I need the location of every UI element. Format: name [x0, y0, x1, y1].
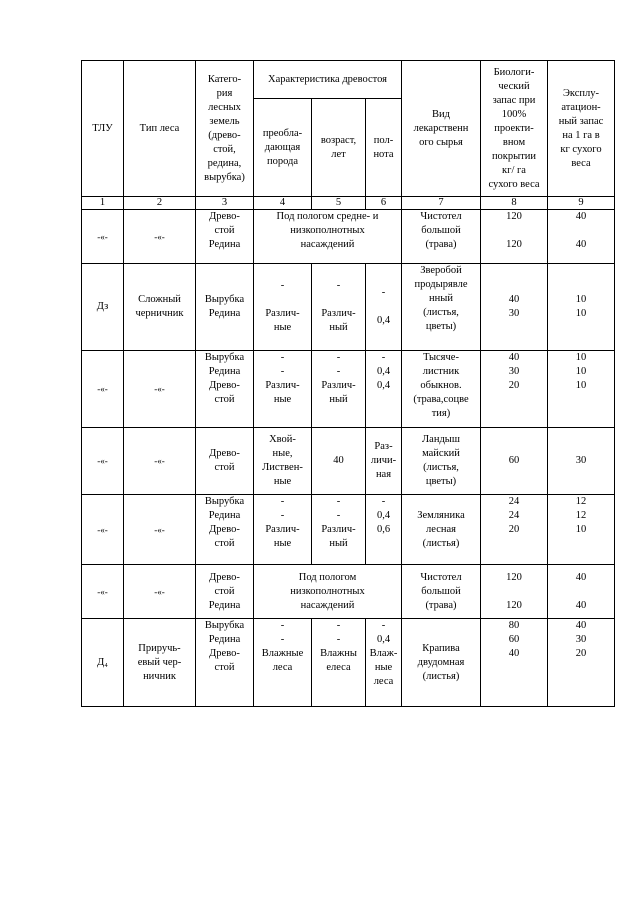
biological-stock-cell: 40 30 [481, 264, 548, 351]
tlu-cell: Дз [82, 264, 124, 351]
col-number: 6 [366, 197, 402, 210]
age-cell: - Различ- ный [312, 264, 366, 351]
column-number-row [82, 197, 615, 210]
age-cell: - - Различ- ный [312, 495, 366, 565]
biological-stock-cell: 24 24 20 [481, 495, 548, 565]
merged-stand-cell: Под пологом средне- и низкополнотных насаждений [254, 210, 402, 264]
biological-stock-cell: 40 30 20 [481, 351, 548, 428]
exploitation-stock-cell: 30 [548, 428, 615, 495]
table-row [82, 428, 615, 495]
table-row [82, 565, 615, 619]
col-number: 7 [402, 197, 481, 210]
tlu-cell: -«- [82, 210, 124, 264]
col-number: 5 [312, 197, 366, 210]
table-row [82, 619, 615, 707]
col-number: 9 [548, 197, 615, 210]
exploitation-stock-cell: 40 30 20 [548, 619, 615, 707]
forest-type-cell: -«- [124, 565, 196, 619]
header-age: возраст, лет [312, 99, 366, 197]
col-number: 4 [254, 197, 312, 210]
header-forest-type: Тип леса [124, 61, 196, 197]
exploitation-stock-cell: 40 40 [548, 210, 615, 264]
header-land-category: Катего- рия лесных земель (древо- стой, редина, вырубка) [196, 61, 254, 197]
header-raw-material: Вид лекарственн ого сырья [402, 61, 481, 197]
density-cell: - 0,4 Влаж- ные леса [366, 619, 402, 707]
table-row [82, 495, 615, 565]
age-cell: - - Влажны елеса [312, 619, 366, 707]
land-category-cell: Вырубка Редина [196, 264, 254, 351]
table-row [82, 351, 615, 428]
forest-type-cell: Сложный черничник [124, 264, 196, 351]
tlu-cell: Д₄ [82, 619, 124, 707]
density-cell: - 0,4 0,6 [366, 495, 402, 565]
raw-material-cell: Ландыш майский (листья, цветы) [402, 428, 481, 495]
biological-stock-cell: 80 60 40 [481, 619, 548, 707]
density-cell: - 0,4 [366, 264, 402, 351]
col-number: 3 [196, 197, 254, 210]
density-cell: Раз- личи- ная [366, 428, 402, 495]
col-number: 1 [82, 197, 124, 210]
merged-stand-cell: Под пологом низкополнотных насаждений [254, 565, 402, 619]
age-cell: - - Различ- ный [312, 351, 366, 428]
header-density: пол- нота [366, 99, 402, 197]
raw-material-cell: Крапива двудомная (листья) [402, 619, 481, 707]
forest-type-cell: -«- [124, 428, 196, 495]
biological-stock-cell: 60 [481, 428, 548, 495]
tlu-cell: -«- [82, 351, 124, 428]
age-cell: 40 [312, 428, 366, 495]
forest-type-cell: -«- [124, 495, 196, 565]
col-number: 8 [481, 197, 548, 210]
raw-material-cell: Чистотел большой (трава) [402, 565, 481, 619]
land-category-cell: Вырубка Редина Древо- стой [196, 495, 254, 565]
dominant-species-cell: - - Влажные леса [254, 619, 312, 707]
biological-stock-cell: 120 120 [481, 565, 548, 619]
land-category-cell: Древо- стой Редина [196, 210, 254, 264]
raw-material-cell: Зверобой продырявле нный (листья, цветы) [402, 264, 481, 351]
exploitation-stock-cell: 10 10 10 [548, 351, 615, 428]
exploitation-stock-cell: 12 12 10 [548, 495, 615, 565]
header-tlu: ТЛУ [82, 61, 124, 197]
table-row [82, 210, 615, 264]
land-category-cell: Вырубка Редина Древо- стой [196, 351, 254, 428]
forest-type-cell: Приручь- евый чер- ничник [124, 619, 196, 707]
header-dominant-species: преобла- дающая порода [254, 99, 312, 197]
tlu-cell: -«- [82, 565, 124, 619]
header-exploitation-stock: Эксплу- атацион- ный запас на 1 га в кг сухого веса [548, 61, 615, 197]
forest-type-cell: -«- [124, 351, 196, 428]
density-cell: - 0,4 0,4 [366, 351, 402, 428]
biological-stock-cell: 120 120 [481, 210, 548, 264]
raw-material-cell: Чистотел большой (трава) [402, 210, 481, 264]
tlu-cell: -«- [82, 428, 124, 495]
tlu-cell: -«- [82, 495, 124, 565]
exploitation-stock-cell: 10 10 [548, 264, 615, 351]
forest-resource-table [81, 60, 615, 707]
forest-type-cell: -«- [124, 210, 196, 264]
col-number: 2 [124, 197, 196, 210]
dominant-species-cell: - - Различ- ные [254, 495, 312, 565]
land-category-cell: Древо- стой Редина [196, 565, 254, 619]
dominant-species-cell: - - Различ- ные [254, 351, 312, 428]
raw-material-cell: Земляника лесная (листья) [402, 495, 481, 565]
raw-material-cell: Тысяче- листник обыкнов. (трава,соцве тия) [402, 351, 481, 428]
table-row [82, 264, 615, 351]
exploitation-stock-cell: 40 40 [548, 565, 615, 619]
land-category-cell: Вырубка Редина Древо- стой [196, 619, 254, 707]
header-stand-characteristics: Характеристика древостоя [254, 61, 402, 99]
dominant-species-cell: - Различ- ные [254, 264, 312, 351]
dominant-species-cell: Хвой- ные, Листвен- ные [254, 428, 312, 495]
header-biological-stock: Биологи- ческий запас при 100% проекти- вном покрытии кг/ га сухого веса [481, 61, 548, 197]
land-category-cell: Древо- стой [196, 428, 254, 495]
